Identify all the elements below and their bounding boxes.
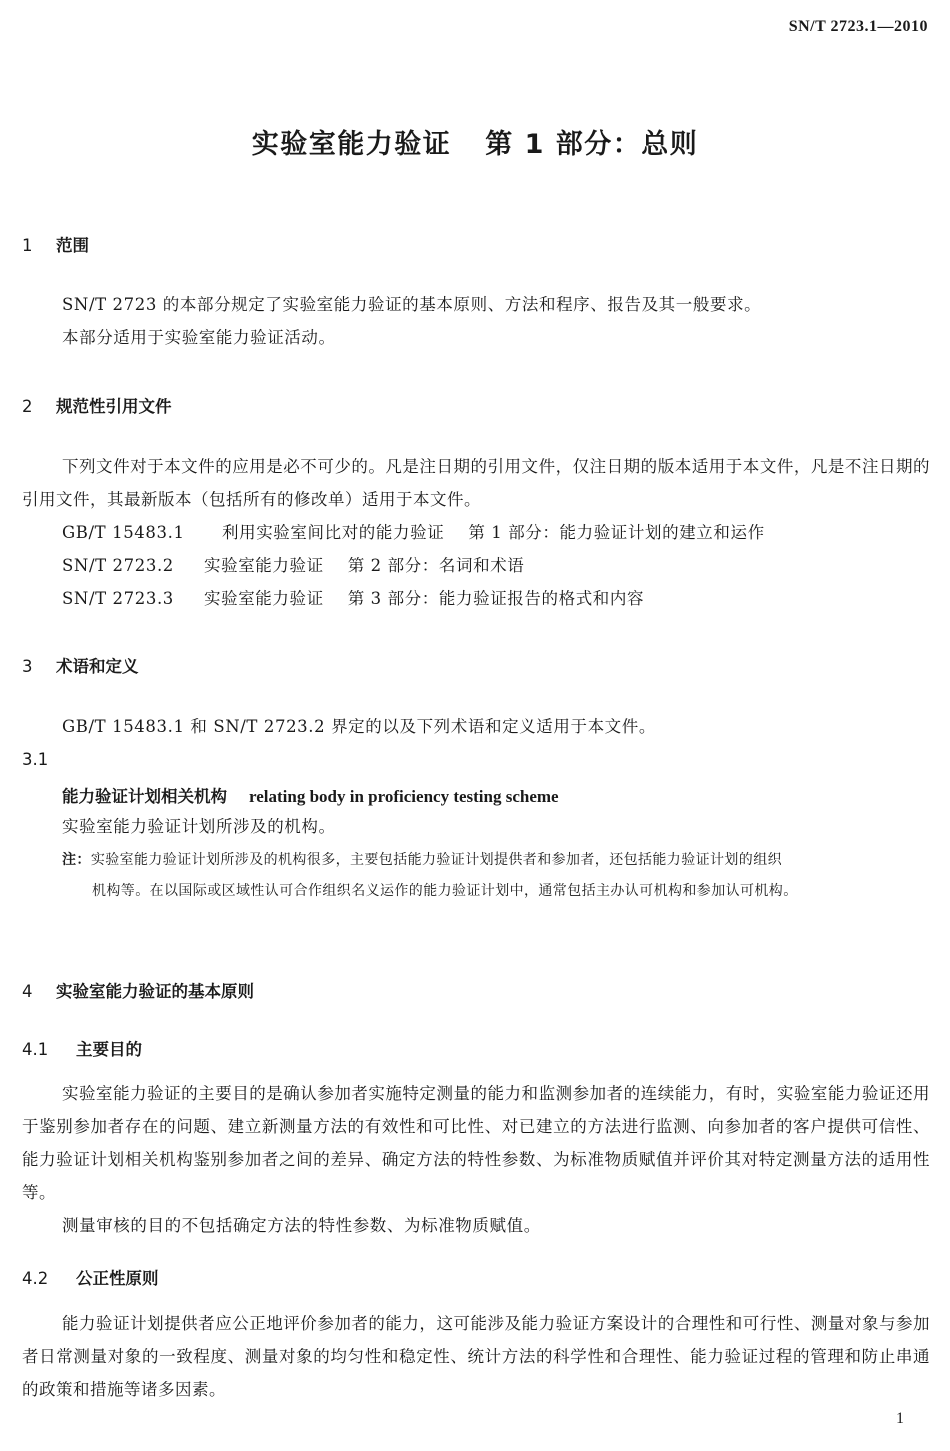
note-text: 实验室能力验证计划所涉及的机构很多，主要包括能力验证计划提供者和参加者，还包括能力验证计划的组织: [90, 852, 783, 868]
section-number: 3: [22, 657, 33, 676]
subsection-number: 4.2: [22, 1269, 49, 1288]
intro-text: 下列文件对于本文件的应用是必不可少的。凡是注日期的引用文件，仅注日期的版本适用于本文件，凡是不注日期的引用文件，其最新版本（包括所有的修改单）适用于本文件。: [22, 457, 930, 509]
reference-title: 利用实验室间比对的能力验证: [222, 523, 445, 542]
subsection-4-1-heading: [22, 1036, 142, 1060]
section-3-heading: [22, 653, 139, 677]
subsection-4-2-heading: [22, 1265, 159, 1289]
reference-code: SN/T 2723.2: [62, 556, 174, 575]
title-main: 实验室能力验证: [251, 129, 452, 160]
reference-title: 实验室能力验证: [204, 556, 324, 575]
title-part: 第 1 部分：总则: [485, 129, 699, 160]
section-2-intro: [22, 450, 930, 516]
term-number: 3.1: [22, 750, 49, 769]
reference-title: 实验室能力验证: [204, 589, 324, 608]
subsection-4-1-paragraph-2: 测量审核的目的不包括确定方法的特性参数、为标准物质赋值。: [62, 1216, 541, 1235]
page-number: 1: [896, 1410, 904, 1427]
reference-part: 第 1 部分：能力验证计划的建立和运作: [468, 523, 765, 542]
document-title: [0, 122, 950, 161]
reference-part: 第 2 部分：名词和术语: [347, 556, 525, 575]
section-1-paragraph-1: SN/T 2723 的本部分规定了实验室能力验证的基本原则、方法和程序、报告及其一般要求。: [62, 295, 762, 314]
section-number: 2: [22, 397, 33, 416]
reference-code: SN/T 2723.3: [62, 589, 174, 608]
note-continuation: 机构等。在以国际或区域性认可合作组织名义运作的能力验证计划中，通常包括主办认可机构和参加认可机构。: [92, 883, 798, 899]
subsection-title: 主要目的: [76, 1040, 142, 1059]
subsection-title: 公正性原则: [76, 1269, 159, 1288]
term-english: relating body in proficiency testing scheme: [249, 787, 559, 806]
normative-reference: [62, 549, 524, 582]
term-definition: 实验室能力验证计划所涉及的机构。: [62, 817, 336, 836]
section-1-paragraph-2: 本部分适用于实验室能力验证活动。: [62, 328, 336, 347]
section-number: 1: [22, 236, 33, 255]
reference-part: 第 3 部分：能力验证报告的格式和内容: [347, 589, 645, 608]
section-title: 规范性引用文件: [56, 397, 172, 416]
section-2-heading: [22, 393, 172, 417]
reference-code: GB/T 15483.1: [62, 523, 185, 542]
term-chinese: 能力验证计划相关机构: [62, 787, 227, 806]
section-title: 术语和定义: [56, 657, 139, 676]
section-number: 4: [22, 982, 33, 1001]
section-3-intro: GB/T 15483.1 和 SN/T 2723.2 界定的以及下列术语和定义适用于本文件。: [62, 717, 656, 736]
note-label: 注：: [62, 852, 91, 868]
section-title: 实验室能力验证的基本原则: [56, 982, 254, 1001]
normative-reference: [62, 582, 644, 615]
subsection-4-2-paragraph-1: [22, 1307, 930, 1406]
paragraph-text: 能力验证计划提供者应公正地评价参加者的能力，这可能涉及能力验证方案设计的合理性和可行性、测量对象与参加者日常测量对象的一致程度、测量对象的均匀性和稳定性、统计方法的科学性和合理性、能力验证过程的管理和防止串通的政策和措施等诸多因素。: [22, 1314, 930, 1399]
section-4-heading: [22, 978, 254, 1002]
paragraph-text: 实验室能力验证的主要目的是确认参加者实施特定测量的能力和监测参加者的连续能力，有时，实验室能力验证还用于鉴别参加者存在的问题、建立新测量方法的有效性和可比性、对已建立的方法进行监测、向参加者的客户提供可信性、能力验证计划相关机构鉴别参加者之间的差异、确定方法的特性参数、为标准物质赋值并评价其对特定测量方法的适用性等。: [22, 1084, 930, 1202]
normative-reference: [62, 516, 765, 549]
subsection-4-1-paragraph-1: [22, 1077, 930, 1209]
standard-code: SN/T 2723.1—2010: [788, 18, 928, 35]
term-entry: [62, 783, 559, 807]
section-title: 范围: [56, 236, 89, 255]
term-note: [62, 845, 932, 907]
section-1-heading: [22, 232, 89, 256]
subsection-number: 4.1: [22, 1040, 49, 1059]
